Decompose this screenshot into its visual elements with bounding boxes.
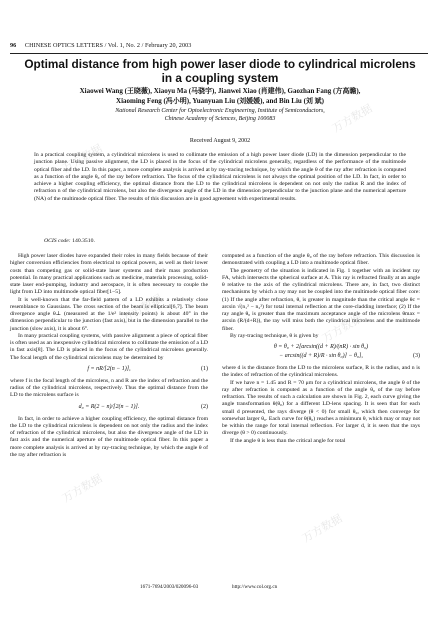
paragraph: If we have n = 1.45 and R = 70 μm for a cylindrical microlens, the angle θ of the ray after refraction is computed as a function of the angle θ₀ of the ray before refraction. The results of such a calculation are shown in Fig. 2, each curve giving the angle transformation θ(θ₀) for a different LD-lens spacing. It is seen that for each small d presented, the rays diverge (θ < 0) for small θ₀, which then converge for somewhat larger θ₀. Each curve for θ(θ₀) reaches a minimum θ, which may or may not be within the range for total internal reflection. For larger d, it is seen that the rays diverge (θ > 0) continuously. [222, 379, 420, 437]
paragraph: In many practical coupling systems, with passive alignment a piece of optical fiber is often used as an inexpensive cylindrical microlens to collimate the emission of a LD in fast axis[8]. The LD is placed in the focus of the cylindrical microlens generally. The focal length of the cylindrical microlens may be determined by [10, 332, 208, 361]
equation-body: d₀ = R(2 − n)/[2(n − 1)]. [78, 403, 140, 410]
watermark: 万方数据 [329, 101, 375, 136]
paragraph: By ray-tracing technique, θ is given by [230, 332, 319, 339]
affiliation-line: Chinese Academy of Sciences, Beijing 100083 [164, 116, 276, 122]
ocis-codes [44, 238, 95, 244]
paragraph: High power laser diodes have expanded their roles in many fields because of their higher conversion efficiencies from electrical to optical powers, as well as their lower costs than competing gas or solid-state laser systems and their mass production potential. In many practical applications such as medicine, materials processing, solid-state laser end-pumping, industry and aerospace, it is often necessary to couple the light from LD into multimode optical fiber[1−5]. [10, 253, 208, 296]
paragraph: If the angle θ is less than the critical angle for total [230, 437, 346, 444]
paragraph: computed as a function of the angle θ₀ of the ray before refraction. This discussion is demonstrated with coupling a LD into a multimode optical fiber. [222, 253, 420, 267]
received-date: Received August 9, 2002 [189, 138, 251, 144]
ocis-label: OCIS code: [44, 238, 71, 244]
watermark: 万方数据 [59, 471, 105, 506]
paragraph: where f is the focal length of the microlens, n and R are the index of refraction and the radius of the cylindrical microlens, respectively. Thus the optimal distance from the LD to the microlens surface is [10, 377, 208, 399]
page-number: 96 [10, 42, 17, 49]
paragraph: where d is the distance from the LD to the microlens surface, R is the radius, and n is the index of refraction of the cylindrical microlens. [222, 365, 420, 379]
equation-2 [10, 403, 208, 412]
right-column [222, 253, 420, 445]
paper-title: Optimal distance from high power laser diode to cylindrical microlens in a coupling system [24, 57, 416, 85]
paragraph: In fact, in order to achieve a higher coupling efficiency, the optimal distance from the LD to the cylindrical microlens is dependent on not only the radius and the index of refraction of the cylindrical microlens, but also the divergence angle of the LD in fast axis and the numerical aperture of the multimode optical fiber. In this paper a more complete analysis is arrived at by ray-tracing technique, by which the angle θ of the ray after refraction is [10, 415, 208, 458]
paragraph: It is well-known that the far-field pattern of a LD exhibits a relatively close resemblance to Gaussians. The cross section of the beam is elliptical[6,7]. The beam divergence angle θ⊥ (measured at the 1/e² intensity points) is about 40° in the dimension perpendicular to the junction (fast axis), but in the dimension parallel to the junction (slow axis), it is about 6°. [10, 296, 208, 332]
ocis-value: 140.3510. [72, 238, 95, 244]
author-list [20, 87, 420, 106]
equation-1 [10, 365, 208, 374]
equation-body: f = nR/[2(n − 1)], [87, 365, 131, 372]
left-column [10, 253, 208, 459]
journal-citation: CHINESE OPTICS LETTERS / Vol. 1, No. 2 / February 20, 2003 [24, 42, 192, 49]
author-line: Xiaoming Feng (冯小明), Yuanyuan Liu (刘媛媛), and Bin Liu (刘 斌) [116, 96, 324, 105]
watermark: 万方数据 [59, 141, 105, 176]
running-header [10, 42, 191, 49]
header-rule [10, 53, 428, 54]
equation-line: − arcsin((d + R)/R · sin θ₀)] − θ₀], [279, 353, 363, 359]
affiliation-line: National Research Center for Optoelectronic Engineering, Institute of Semiconductors, [115, 108, 325, 114]
equation-number: (3) [413, 353, 420, 359]
footer-issn: 1671-7694/2003/020096-03 [140, 584, 199, 590]
watermark: 万方数据 [319, 311, 365, 346]
watermark: 万方数据 [299, 511, 345, 546]
paragraph: The geometry of the situation is indicated in Fig. 1 together with an incident ray FA, which intersects the spherical surface at A. This ray is refracted finally at an angle θ relative to the axis of the cylindrical microlens. There are, in fact, two distinct mechanisms by which a ray may not be coupled into the multimode optical fiber core: (1) If the angle after refraction, θ, is greater in magnitude than the critical angle θc = arcsin √(n₁² − n₂²) for total internal reflection at the core-cladding interface; (2) If the ray angle θ₀ is greater than the maximum acceptance angle of the microlens θmax = arcsin (R/(d+R)), the ray will miss both the cylindrical microlens and the multimode fiber. [222, 267, 420, 332]
equation-line: θ = θ₀ + 2[arcsin((d + R)/(nR) · sin θ₀) [273, 344, 369, 350]
author-line: Xiaowei Wang (王晓薇), Xiaoyu Ma (马骁宇), Jianwei Xiao (肖建伟), Gaozhan Fang (方高瞻), [79, 87, 361, 95]
footer-url[interactable]: http://www.col.org.cn [232, 584, 278, 590]
affiliation [20, 107, 420, 123]
abstract: In a practical coupling system, a cylindrical microlens is used to collimate the emission of a high power laser diode (LD) in the dimension perpendicular to the junction plane. Using passive alignment, the LD is placed in the focus of the cylindrical microlens generally, regardless of the performance of the multimode optical fiber and the LD. In this paper, a more complete analysis is arrived at by ray-tracing technique, by which the angle θ of the ray after refraction is computed as a function of the angle θ₀ of the ray before refraction. The focus of the cylindrical microlens is not always the optimal position of the LD. In fact, in order to achieve a higher coupling efficiency, the optimal distance from the LD to the cylindrical microlens is dependent on not only the radius R and the index of refraction n of the cylindrical microlens, but also the divergence angle of the LD in the dimension perpendicular to the junction plane and the numerical aperture (NA) of the multimode optical fiber. The results of this discussion are in good agreement with experimental results. [34, 152, 406, 202]
equation-number: (2) [201, 403, 208, 410]
watermark: 万方数据 [119, 291, 165, 326]
equation-3 [222, 343, 420, 361]
equation-number: (1) [201, 365, 208, 372]
